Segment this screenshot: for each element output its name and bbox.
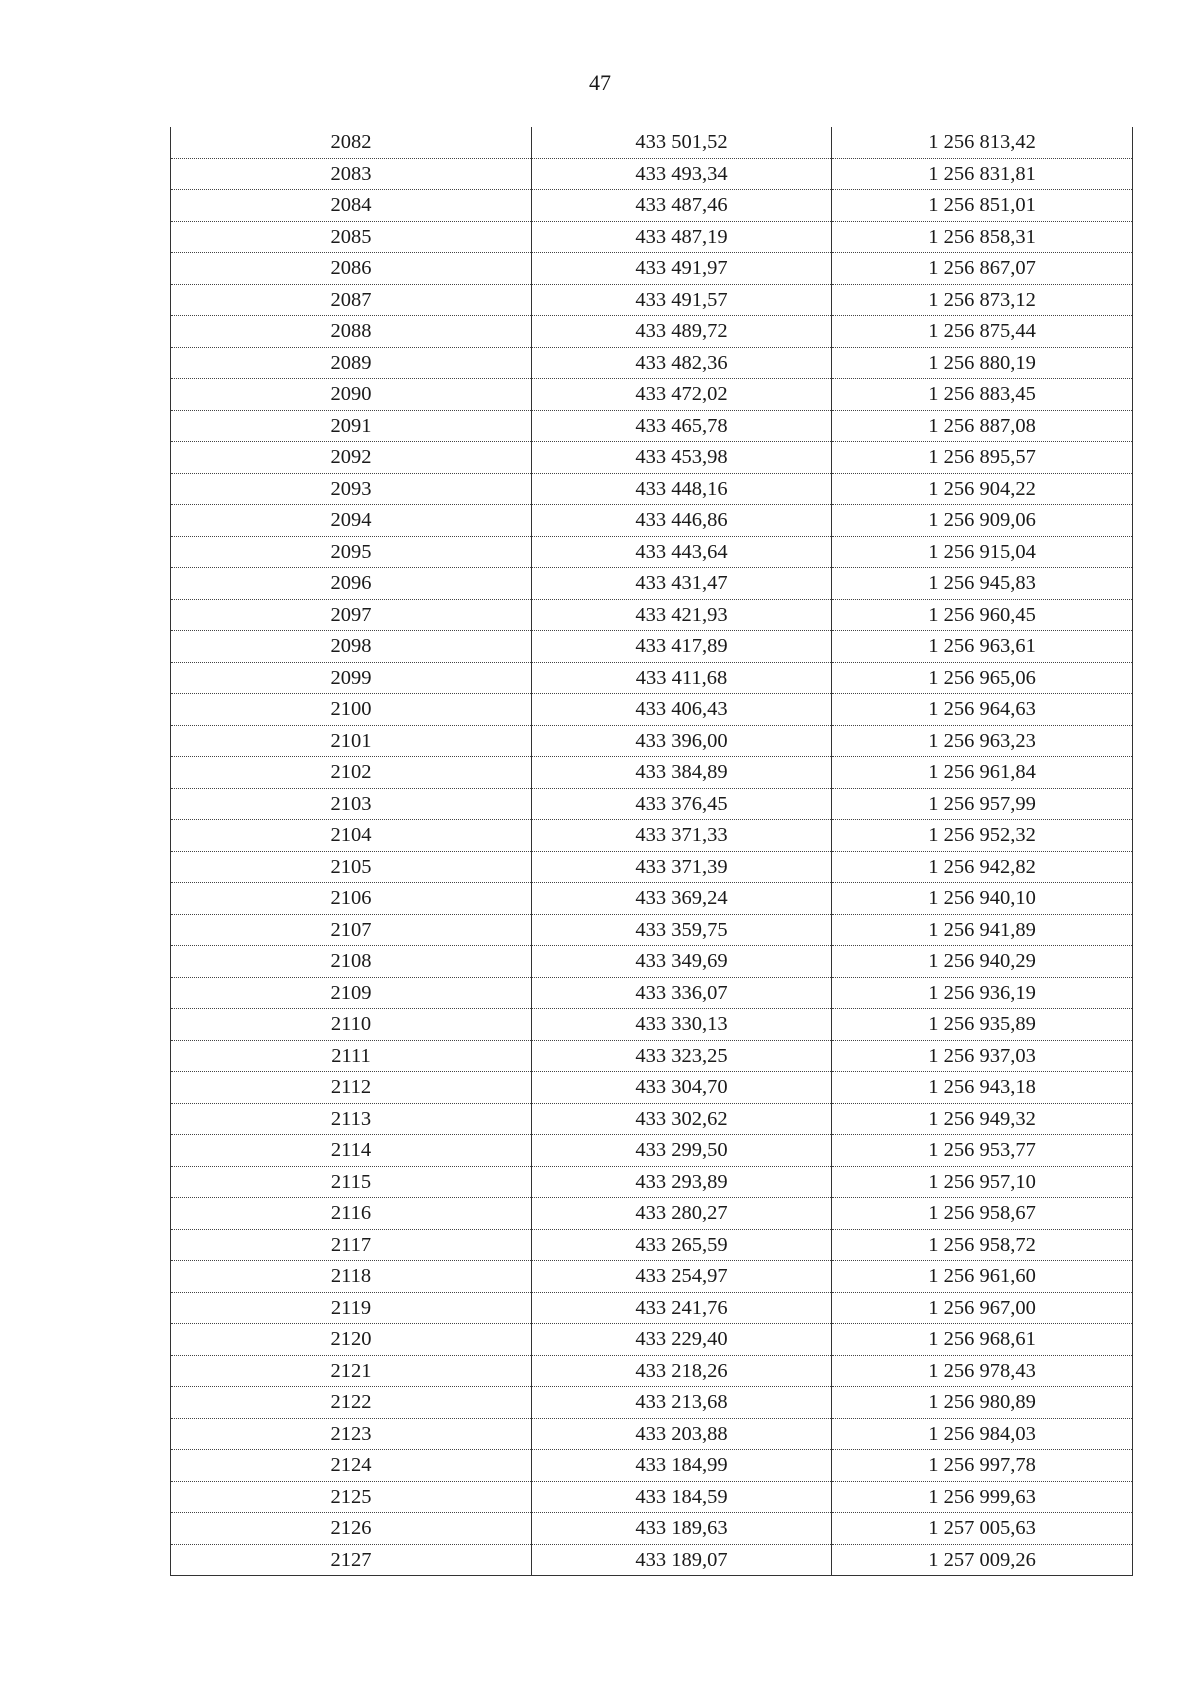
point-number-cell: 2100	[171, 694, 532, 726]
y-coordinate-cell: 1 256 935,89	[832, 1009, 1133, 1041]
point-number-cell: 2117	[171, 1229, 532, 1261]
table-row	[171, 1103, 1133, 1135]
table-row	[171, 883, 1133, 915]
point-number-cell: 2086	[171, 253, 532, 285]
y-coordinate-cell: 1 256 963,61	[832, 631, 1133, 663]
y-coordinate-cell: 1 256 883,45	[832, 379, 1133, 411]
table-row	[171, 1229, 1133, 1261]
table-row	[171, 1261, 1133, 1293]
x-coordinate-cell: 433 241,76	[532, 1292, 832, 1324]
x-coordinate-cell: 433 293,89	[532, 1166, 832, 1198]
x-coordinate-cell: 433 323,25	[532, 1040, 832, 1072]
point-number-cell: 2125	[171, 1481, 532, 1513]
table-row	[171, 505, 1133, 537]
y-coordinate-cell: 1 256 952,32	[832, 820, 1133, 852]
y-coordinate-cell: 1 256 963,23	[832, 725, 1133, 757]
point-number-cell: 2103	[171, 788, 532, 820]
table-row	[171, 946, 1133, 978]
x-coordinate-cell: 433 487,19	[532, 221, 832, 253]
x-coordinate-cell: 433 465,78	[532, 410, 832, 442]
x-coordinate-cell: 433 446,86	[532, 505, 832, 537]
table-row	[171, 694, 1133, 726]
table-row	[171, 568, 1133, 600]
point-number-cell: 2083	[171, 158, 532, 190]
x-coordinate-cell: 433 302,62	[532, 1103, 832, 1135]
coordinates-table	[170, 127, 1133, 1576]
x-coordinate-cell: 433 493,34	[532, 158, 832, 190]
point-number-cell: 2109	[171, 977, 532, 1009]
y-coordinate-cell: 1 256 936,19	[832, 977, 1133, 1009]
point-number-cell: 2127	[171, 1544, 532, 1576]
y-coordinate-cell: 1 256 943,18	[832, 1072, 1133, 1104]
table-row	[171, 284, 1133, 316]
x-coordinate-cell: 433 421,93	[532, 599, 832, 631]
y-coordinate-cell: 1 256 867,07	[832, 253, 1133, 285]
point-number-cell: 2093	[171, 473, 532, 505]
table-row	[171, 1544, 1133, 1576]
y-coordinate-cell: 1 256 858,31	[832, 221, 1133, 253]
y-coordinate-cell: 1 256 984,03	[832, 1418, 1133, 1450]
x-coordinate-cell: 433 487,46	[532, 190, 832, 222]
point-number-cell: 2106	[171, 883, 532, 915]
point-number-cell: 2111	[171, 1040, 532, 1072]
x-coordinate-cell: 433 349,69	[532, 946, 832, 978]
table-row	[171, 1387, 1133, 1419]
y-coordinate-cell: 1 256 813,42	[832, 127, 1133, 158]
table-row	[171, 1481, 1133, 1513]
point-number-cell: 2102	[171, 757, 532, 789]
table-row	[171, 221, 1133, 253]
y-coordinate-cell: 1 256 968,61	[832, 1324, 1133, 1356]
x-coordinate-cell: 433 472,02	[532, 379, 832, 411]
point-number-cell: 2114	[171, 1135, 532, 1167]
y-coordinate-cell: 1 256 915,04	[832, 536, 1133, 568]
x-coordinate-cell: 433 371,39	[532, 851, 832, 883]
x-coordinate-cell: 433 443,64	[532, 536, 832, 568]
point-number-cell: 2118	[171, 1261, 532, 1293]
x-coordinate-cell: 433 299,50	[532, 1135, 832, 1167]
point-number-cell: 2120	[171, 1324, 532, 1356]
y-coordinate-cell: 1 256 997,78	[832, 1450, 1133, 1482]
point-number-cell: 2115	[171, 1166, 532, 1198]
x-coordinate-cell: 433 265,59	[532, 1229, 832, 1261]
table-row	[171, 347, 1133, 379]
point-number-cell: 2088	[171, 316, 532, 348]
y-coordinate-cell: 1 256 960,45	[832, 599, 1133, 631]
table-row	[171, 1324, 1133, 1356]
table-row	[171, 410, 1133, 442]
y-coordinate-cell: 1 256 961,84	[832, 757, 1133, 789]
point-number-cell: 2107	[171, 914, 532, 946]
point-number-cell: 2110	[171, 1009, 532, 1041]
x-coordinate-cell: 433 406,43	[532, 694, 832, 726]
point-number-cell: 2113	[171, 1103, 532, 1135]
y-coordinate-cell: 1 256 909,06	[832, 505, 1133, 537]
x-coordinate-cell: 433 491,97	[532, 253, 832, 285]
y-coordinate-cell: 1 256 978,43	[832, 1355, 1133, 1387]
table-row	[171, 662, 1133, 694]
x-coordinate-cell: 433 189,63	[532, 1513, 832, 1545]
y-coordinate-cell: 1 256 873,12	[832, 284, 1133, 316]
table-row	[171, 631, 1133, 663]
y-coordinate-cell: 1 256 958,67	[832, 1198, 1133, 1230]
x-coordinate-cell: 433 482,36	[532, 347, 832, 379]
y-coordinate-cell: 1 256 965,06	[832, 662, 1133, 694]
table-row	[171, 725, 1133, 757]
y-coordinate-cell: 1 256 980,89	[832, 1387, 1133, 1419]
point-number-cell: 2082	[171, 127, 532, 158]
table-row	[171, 536, 1133, 568]
y-coordinate-cell: 1 256 851,01	[832, 190, 1133, 222]
table-row	[171, 1513, 1133, 1545]
y-coordinate-cell: 1 256 964,63	[832, 694, 1133, 726]
y-coordinate-cell: 1 257 005,63	[832, 1513, 1133, 1545]
point-number-cell: 2091	[171, 410, 532, 442]
x-coordinate-cell: 433 489,72	[532, 316, 832, 348]
coordinates-table-body	[171, 127, 1133, 1576]
y-coordinate-cell: 1 256 967,00	[832, 1292, 1133, 1324]
point-number-cell: 2092	[171, 442, 532, 474]
x-coordinate-cell: 433 189,07	[532, 1544, 832, 1576]
table-row	[171, 127, 1133, 158]
table-row	[171, 442, 1133, 474]
point-number-cell: 2121	[171, 1355, 532, 1387]
table-row	[171, 1009, 1133, 1041]
x-coordinate-cell: 433 448,16	[532, 473, 832, 505]
x-coordinate-cell: 433 184,59	[532, 1481, 832, 1513]
y-coordinate-cell: 1 256 941,89	[832, 914, 1133, 946]
x-coordinate-cell: 433 396,00	[532, 725, 832, 757]
table-row	[171, 1450, 1133, 1482]
table-row	[171, 757, 1133, 789]
point-number-cell: 2112	[171, 1072, 532, 1104]
x-coordinate-cell: 433 376,45	[532, 788, 832, 820]
x-coordinate-cell: 433 304,70	[532, 1072, 832, 1104]
point-number-cell: 2124	[171, 1450, 532, 1482]
table-row	[171, 788, 1133, 820]
point-number-cell: 2116	[171, 1198, 532, 1230]
y-coordinate-cell: 1 256 942,82	[832, 851, 1133, 883]
point-number-cell: 2094	[171, 505, 532, 537]
y-coordinate-cell: 1 256 961,60	[832, 1261, 1133, 1293]
y-coordinate-cell: 1 256 957,10	[832, 1166, 1133, 1198]
x-coordinate-cell: 433 280,27	[532, 1198, 832, 1230]
point-number-cell: 2099	[171, 662, 532, 694]
table-row	[171, 1166, 1133, 1198]
point-number-cell: 2126	[171, 1513, 532, 1545]
y-coordinate-cell: 1 256 957,99	[832, 788, 1133, 820]
table-row	[171, 820, 1133, 852]
y-coordinate-cell: 1 256 999,63	[832, 1481, 1133, 1513]
table-row	[171, 1072, 1133, 1104]
table-row	[171, 253, 1133, 285]
point-number-cell: 2105	[171, 851, 532, 883]
x-coordinate-cell: 433 330,13	[532, 1009, 832, 1041]
point-number-cell: 2084	[171, 190, 532, 222]
x-coordinate-cell: 433 336,07	[532, 977, 832, 1009]
y-coordinate-cell: 1 256 895,57	[832, 442, 1133, 474]
y-coordinate-cell: 1 256 940,29	[832, 946, 1133, 978]
x-coordinate-cell: 433 371,33	[532, 820, 832, 852]
x-coordinate-cell: 433 369,24	[532, 883, 832, 915]
table-row	[171, 851, 1133, 883]
y-coordinate-cell: 1 256 904,22	[832, 473, 1133, 505]
point-number-cell: 2095	[171, 536, 532, 568]
page-number: 47	[589, 70, 611, 95]
x-coordinate-cell: 433 203,88	[532, 1418, 832, 1450]
point-number-cell: 2098	[171, 631, 532, 663]
y-coordinate-cell: 1 256 953,77	[832, 1135, 1133, 1167]
x-coordinate-cell: 433 359,75	[532, 914, 832, 946]
y-coordinate-cell: 1 256 940,10	[832, 883, 1133, 915]
x-coordinate-cell: 433 453,98	[532, 442, 832, 474]
x-coordinate-cell: 433 411,68	[532, 662, 832, 694]
x-coordinate-cell: 433 417,89	[532, 631, 832, 663]
table-row	[171, 158, 1133, 190]
point-number-cell: 2085	[171, 221, 532, 253]
table-row	[171, 914, 1133, 946]
table-row	[171, 1198, 1133, 1230]
x-coordinate-cell: 433 213,68	[532, 1387, 832, 1419]
y-coordinate-cell: 1 256 949,32	[832, 1103, 1133, 1135]
x-coordinate-cell: 433 218,26	[532, 1355, 832, 1387]
x-coordinate-cell: 433 184,99	[532, 1450, 832, 1482]
table-row	[171, 379, 1133, 411]
point-number-cell: 2097	[171, 599, 532, 631]
y-coordinate-cell: 1 256 831,81	[832, 158, 1133, 190]
table-row	[171, 1292, 1133, 1324]
y-coordinate-cell: 1 256 880,19	[832, 347, 1133, 379]
point-number-cell: 2123	[171, 1418, 532, 1450]
table-row	[171, 1418, 1133, 1450]
table-row	[171, 316, 1133, 348]
y-coordinate-cell: 1 256 958,72	[832, 1229, 1133, 1261]
table-row	[171, 599, 1133, 631]
point-number-cell: 2108	[171, 946, 532, 978]
x-coordinate-cell: 433 384,89	[532, 757, 832, 789]
point-number-cell: 2101	[171, 725, 532, 757]
table-row	[171, 977, 1133, 1009]
table-row	[171, 1135, 1133, 1167]
x-coordinate-cell: 433 229,40	[532, 1324, 832, 1356]
point-number-cell: 2090	[171, 379, 532, 411]
table-row	[171, 473, 1133, 505]
point-number-cell: 2096	[171, 568, 532, 600]
y-coordinate-cell: 1 256 875,44	[832, 316, 1133, 348]
table-row	[171, 190, 1133, 222]
y-coordinate-cell: 1 256 945,83	[832, 568, 1133, 600]
x-coordinate-cell: 433 491,57	[532, 284, 832, 316]
y-coordinate-cell: 1 256 937,03	[832, 1040, 1133, 1072]
y-coordinate-cell: 1 256 887,08	[832, 410, 1133, 442]
y-coordinate-cell: 1 257 009,26	[832, 1544, 1133, 1576]
point-number-cell: 2119	[171, 1292, 532, 1324]
point-number-cell: 2104	[171, 820, 532, 852]
point-number-cell: 2122	[171, 1387, 532, 1419]
table-row	[171, 1355, 1133, 1387]
point-number-cell: 2087	[171, 284, 532, 316]
x-coordinate-cell: 433 254,97	[532, 1261, 832, 1293]
point-number-cell: 2089	[171, 347, 532, 379]
table-row	[171, 1040, 1133, 1072]
x-coordinate-cell: 433 431,47	[532, 568, 832, 600]
x-coordinate-cell: 433 501,52	[532, 127, 832, 158]
